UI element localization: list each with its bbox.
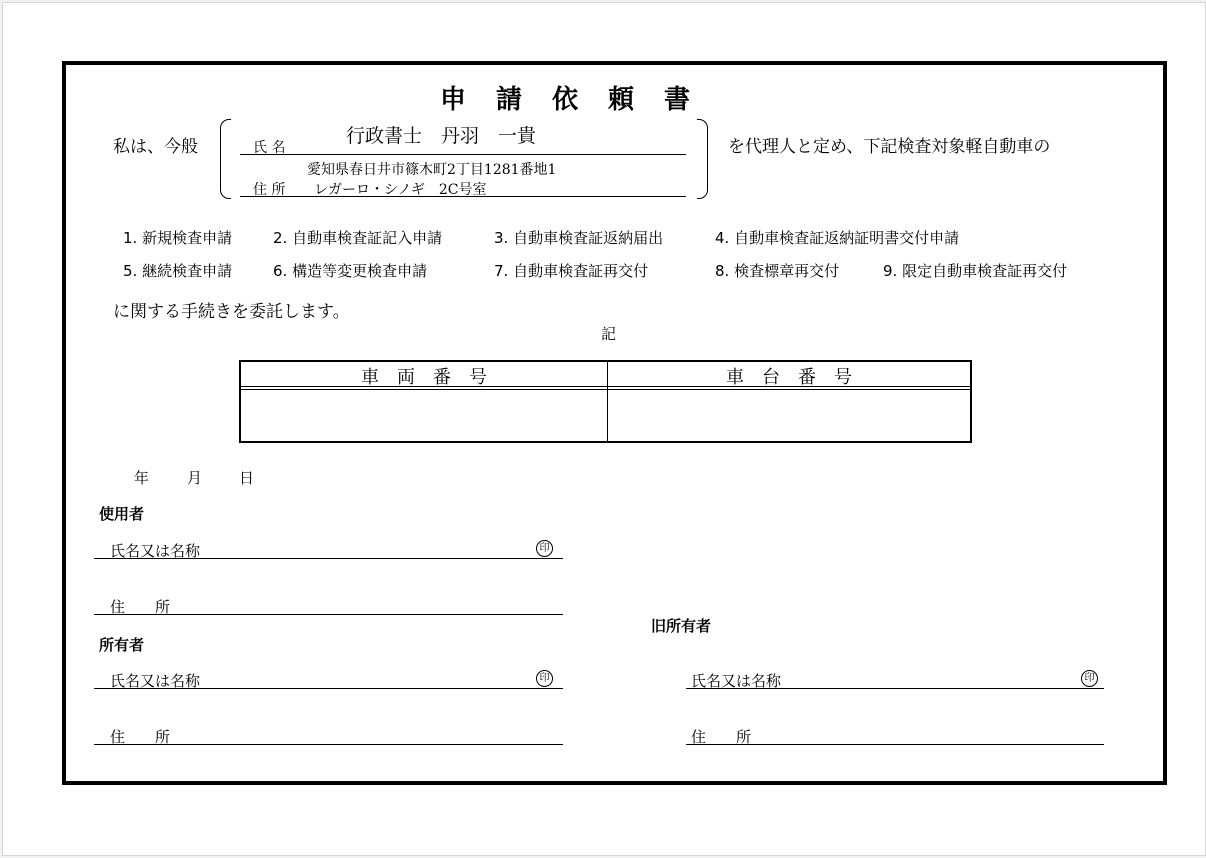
user-address-field[interactable]: [94, 614, 563, 615]
former-owner-name-label: 氏名又は名称: [691, 672, 782, 690]
agent-address-underline: [240, 196, 686, 197]
procedure-item: 6. 構造等変更検査申請: [273, 262, 428, 280]
procedure-item: 7. 自動車検査証再交付: [494, 262, 649, 280]
document-page: [2, 2, 1206, 856]
intro-prefix: 私は、今般: [113, 137, 198, 157]
former-owner-name-field[interactable]: [686, 688, 1104, 689]
date-year-label: 年: [134, 469, 150, 487]
form-title: 申 請 依 頼 書: [440, 85, 693, 115]
delegation-text: に関する手続きを委託します。: [113, 302, 350, 322]
procedure-item: 4. 自動車検査証返納証明書交付申請: [715, 229, 960, 247]
agent-name-underline: [240, 154, 686, 155]
owner-address-field[interactable]: [94, 744, 563, 745]
agent-bracket-left: [220, 119, 231, 199]
vehicle-table: [239, 360, 972, 443]
former-owner-address-label: 住 所: [691, 728, 752, 746]
owner-address-label: 住 所: [110, 728, 171, 746]
agent-name-label: 氏 名: [253, 140, 286, 156]
vehicle-number-header: 車 両 番 号: [361, 367, 487, 388]
date-month-label: 月: [187, 469, 203, 487]
seal-icon: 印: [536, 540, 553, 557]
ki-label: 記: [601, 325, 617, 343]
owner-name-label: 氏名又は名称: [110, 672, 201, 690]
procedure-item: 3. 自動車検査証返納届出: [494, 229, 664, 247]
user-name-label: 氏名又は名称: [110, 542, 201, 560]
seal-icon: 印: [1081, 670, 1098, 687]
procedure-item: 9. 限定自動車検査証再交付: [883, 262, 1068, 280]
agent-name-value: 行政書士 丹羽 一貴: [346, 125, 537, 147]
user-heading: 使用者: [99, 505, 145, 523]
procedure-item: 5. 継続検査申請: [123, 262, 233, 280]
agent-address-label: 住 所: [253, 182, 286, 198]
header-divider: [241, 386, 970, 387]
former-owner-heading: 旧所有者: [651, 617, 712, 635]
user-name-field[interactable]: [94, 558, 563, 559]
seal-icon: 印: [536, 670, 553, 687]
vehicle-number-cell[interactable]: [241, 391, 607, 441]
intro-suffix: を代理人と定め、下記検査対象軽自動車の: [728, 137, 1051, 157]
procedure-item: 2. 自動車検査証記入申請: [273, 229, 443, 247]
header-divider: [241, 389, 970, 390]
chassis-number-cell[interactable]: [608, 391, 970, 441]
agent-address-line2: レガーロ・シノギ 2C号室: [314, 182, 487, 198]
procedure-item: 1. 新規検査申請: [123, 229, 233, 247]
chassis-number-header: 車 台 番 号: [726, 367, 852, 388]
agent-address-line1: 愛知県春日井市篠木町2丁目1281番地1: [307, 162, 557, 178]
owner-heading: 所有者: [99, 636, 145, 654]
owner-name-field[interactable]: [94, 688, 563, 689]
agent-bracket-right: [697, 119, 708, 199]
user-address-label: 住 所: [110, 598, 171, 616]
date-day-label: 日: [239, 469, 255, 487]
procedure-item: 8. 検査標章再交付: [715, 262, 840, 280]
former-owner-address-field[interactable]: [686, 744, 1104, 745]
